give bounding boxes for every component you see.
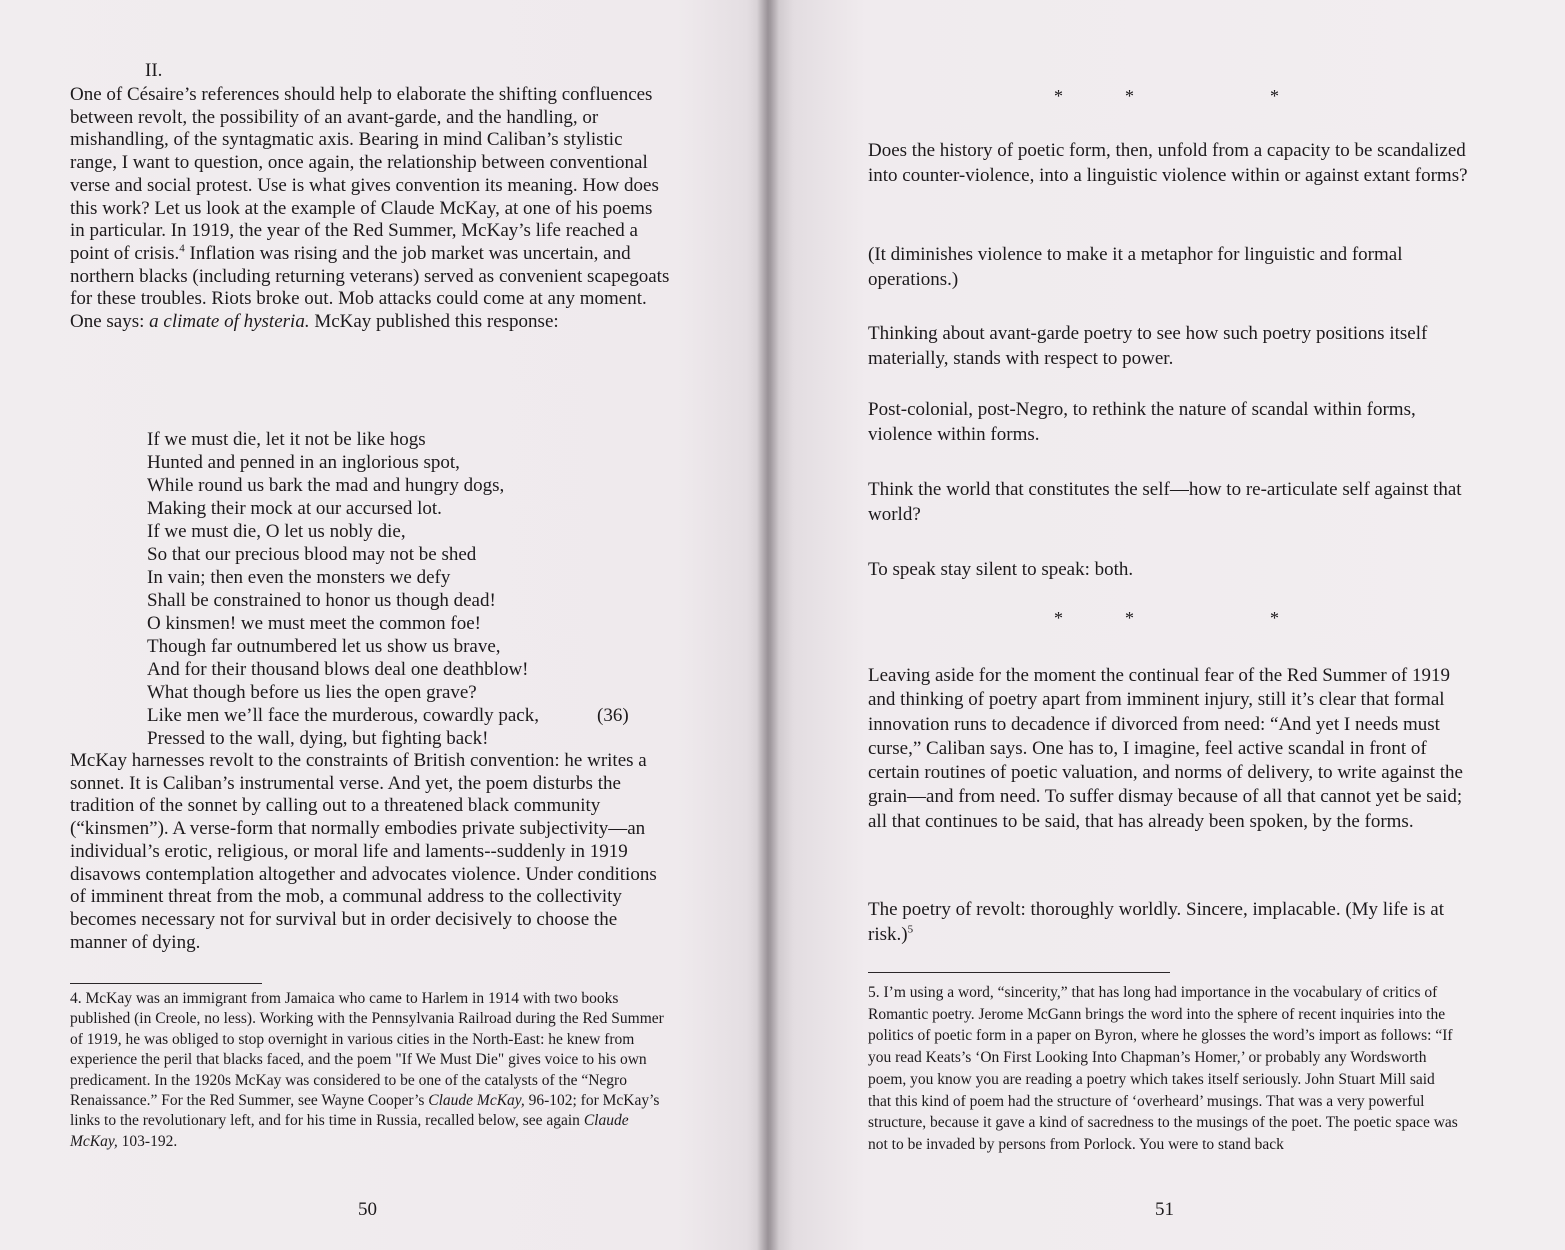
star-glyph: * — [1125, 608, 1134, 628]
star-glyph: * — [1054, 608, 1063, 628]
right-paragraph-7: Leaving aside for the moment the continual fear of the Red Summer of 1919 and thinking of poetry apart from imminent injury, still it’s clear that formal innovation runs to decadence if divorced from need: “And yet I needs must curse,” Caliban says. One has to, I imagine, feel active scandal in front of certain routines of poetic valuation, and norms of delivery, to write against the grain—and from need. To suffer dismay because of all that cannot yet be said; all that continues to be said, that has already been spoken, by the forms. — [868, 665, 1463, 832]
page-number-left: 50 — [358, 1199, 377, 1220]
right-paragraph-6: To speak stay silent to speak: both. — [868, 559, 1134, 580]
right-paragraph-8 — [868, 898, 1478, 947]
poem-line: O kinsmen! we must meet the common foe! — [147, 613, 482, 634]
footnote-5: 5. I’m using a word, “sincerity,” that has long had importance in the vocabulary of critics of Romantic poetry. Jerome McGann brings the word into the sphere of recent inquiries into the politics of poetic form in a paper on Byron, where he glosses the word’s import as follows: “If you read Keats’s ‘On First Looking Into Chapman’s Homer,’ or probably any Wordsworth poem, you know you are reading a poetry which takes itself seriously. John Stuart Mill said that this kind of poem had the structure of ‘overheard’ musings. That was a very powerful structure, because it gave a kind of sacredness to the musings of the poet. The poetic space was not to be invaded by persons from Porlock. You were to stand back — [868, 984, 1458, 1153]
poem-block — [147, 428, 647, 750]
emphasis-text: Claude McKay, — [70, 1112, 629, 1150]
paragraph-text: Inflation was rising and the job market was uncertain, and northern blacks (including returning veterans) served as convenient scapegoats for these troubles. Riots broke out. Mob attacks could come at any moment. One says: — [70, 242, 670, 333]
star-glyph: * — [1054, 86, 1063, 106]
footnote-4 — [70, 989, 670, 1152]
poem-line: Pressed to the wall, dying, but fighting back! — [147, 728, 489, 749]
right-paragraph-3: Thinking about avant-garde poetry to see how such poetry positions itself materially, stands with respect to power. — [868, 323, 1428, 369]
page-number-right: 51 — [1155, 1199, 1174, 1220]
poem-line: What though before us lies the open grave? — [147, 682, 477, 703]
footnote-divider — [868, 972, 1170, 973]
paragraph-text: McKay published this response: — [309, 311, 559, 333]
poem-line: Though far outnumbered let us show us brave, — [147, 636, 501, 657]
poem-line: And for their thousand blows deal one deathblow! — [147, 659, 529, 680]
emphasis-text: a climate of hysteria. — [149, 311, 310, 333]
footnote-reference-4: 4 — [179, 242, 185, 255]
right-paragraph-4: Post-colonial, post-Negro, to rethink the nature of scandal within forms, violence within forms. — [868, 399, 1416, 445]
emphasis-text: Claude McKay, — [428, 1092, 525, 1110]
footnote-reference-5: 5 — [907, 923, 914, 936]
poem-line: If we must die, let it not be like hogs — [147, 429, 426, 450]
star-glyph: * — [1125, 86, 1134, 106]
paragraph-text: One of Césaire’s references should help to elaborate the shifting confluences between revolt, the possibility of an avant-garde, and the handling, or mishandling, of the syntagmatic axis. Bearing in mind Caliban’s stylistic range, I want to question, once again, the relationship between conventional verse and social protest. Use is what gives convention its meaning. How does this work? Let us look at the example of Claude McKay, at one of his poems in particular. In 1919, the year of the Red Summer, McKay’s life reached a point of crisis. — [70, 84, 659, 264]
book-gutter — [757, 0, 779, 1250]
section-heading: II. — [145, 60, 163, 81]
right-paragraph-1: Does the history of poetic form, then, unfold from a capacity to be scandalized into counter-violence, into a linguistic violence within or against extant forms? — [868, 140, 1468, 186]
paragraph-text: The poetry of revolt: thoroughly worldly. Sincere, implacable. (My life is at risk.) — [868, 899, 1445, 945]
poem-line: In vain; then even the monsters we defy — [147, 567, 451, 588]
right-paragraph-5: Think the world that constitutes the self—how to re-articulate self against that world? — [868, 479, 1462, 525]
footnote-text: 96-102; for McKay’s links to the revolutionary left, and for his time in Russia, recalled below, see again — [70, 1092, 660, 1130]
footnote-text: 4. McKay was an immigrant from Jamaica who came to Harlem in 1914 with two books published (in Creole, no less). Working with the Pennsylvania Railroad during the Red Summer of 1919, he was obliged to stop overnight in various cities in the North-East: he knew from experience the peril that blacks faced, and the poem "If We Must Die" gives voice to his own predicament. In the 1920s McKay was considered to be one of the catalysts of the “Negro Renaissance.” For the Red Summer, see Wayne Cooper’s — [70, 990, 664, 1110]
poem-line: If we must die, O let us nobly die, — [147, 521, 406, 542]
poem-line: Like men we’ll face the murderous, cowardly pack, — [147, 705, 539, 726]
poem-line: Hunted and penned in an inglorious spot, — [147, 452, 460, 473]
star-glyph: * — [1270, 608, 1279, 628]
poem-line: While round us bark the mad and hungry dogs, — [147, 475, 505, 496]
left-paragraph-1 — [70, 84, 670, 334]
poem-line: Shall be constrained to honor us though dead! — [147, 590, 496, 611]
poem-citation: (36) — [597, 705, 629, 726]
left-page — [0, 0, 770, 1250]
star-glyph: * — [1270, 86, 1279, 106]
right-paragraph-2: (It diminishes violence to make it a metaphor for linguistic and formal operations.) — [868, 244, 1403, 290]
poem-line: Making their mock at our accursed lot. — [147, 498, 442, 519]
footnote-text: 103-192. — [117, 1132, 178, 1150]
poem-line: So that our precious blood may not be shed — [147, 544, 477, 565]
footnote-divider — [70, 983, 262, 984]
left-paragraph-2: McKay harnesses revolt to the constraints of British convention: he writes a sonnet. It is Caliban’s instrumental verse. And yet, the poem disturbs the tradition of the sonnet by calling out to a threatened black community (“kinsmen”). A verse-form that normally embodies private subjectivity—an individual’s erotic, religious, or moral life and laments--suddenly in 1919 disavows contemplation altogether and advocates violence. Under conditions of imminent threat from the mob, a communal address to the collectivity becomes necessary not for survival but in order decisively to choose the manner of dying. — [70, 750, 657, 953]
